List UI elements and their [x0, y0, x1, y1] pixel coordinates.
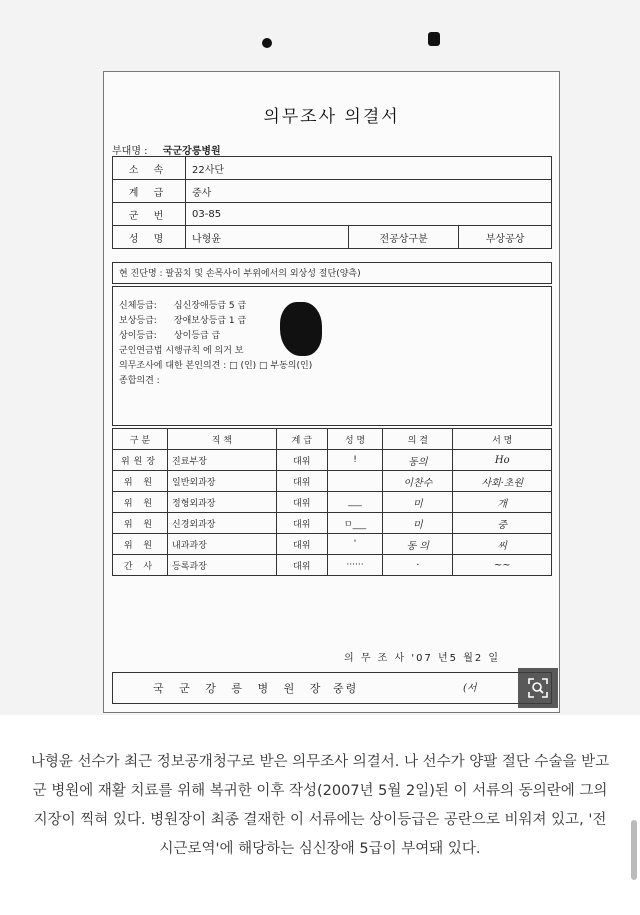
director-rank: 중령 — [333, 682, 359, 695]
member-name: ! — [327, 450, 382, 471]
member-name: ' — [327, 534, 382, 555]
member-signature: 중 — [453, 513, 552, 534]
grade-value: 심신장애등급 5 급 — [173, 301, 247, 311]
info-label: 군 번 — [113, 203, 186, 226]
grade-line — [119, 314, 545, 329]
info-row — [113, 157, 552, 180]
info-label: 계 급 — [113, 180, 186, 203]
member-rank: 대위 — [276, 534, 327, 555]
zoom-icon — [527, 677, 549, 699]
law-note: 군인연금법 시행규칙 에 의거 보 — [119, 346, 244, 356]
member-name: ······ — [327, 555, 382, 576]
date-line: 의 무 조 사 '07 년5 월2 일 — [344, 653, 501, 664]
member-role: 진료부장 — [168, 450, 277, 471]
member-vote: 동의 — [383, 450, 453, 471]
member-signature: 사회·초원 — [453, 471, 552, 492]
table-row — [113, 471, 552, 492]
member-position: 위원장 — [113, 450, 168, 471]
member-name — [327, 471, 382, 492]
unit-value: 국군강릉병원 — [162, 146, 221, 157]
document-paper — [103, 71, 560, 713]
injury-type-label: 전공상구분 — [349, 226, 459, 249]
col-header: 의 결 — [383, 429, 453, 450]
document-title: 의무조사 의결서 — [263, 107, 400, 127]
member-vote: 미 — [383, 492, 453, 513]
grade-key: 상이등급: — [119, 331, 157, 341]
member-vote: 이찬수 — [383, 471, 453, 492]
member-rank: 대위 — [276, 492, 327, 513]
member-rank: 대위 — [276, 513, 327, 534]
member-vote: 미 — [383, 513, 453, 534]
redaction-mark — [280, 302, 322, 356]
member-position: 위 원 — [113, 492, 168, 513]
member-rank: 대위 — [276, 471, 327, 492]
ink-spot — [262, 38, 272, 48]
committee-table — [112, 428, 552, 576]
col-header: 구 분 — [113, 429, 168, 450]
grades-section — [112, 286, 552, 426]
photo-caption: 나형윤 선수가 최근 정보공개청구로 받은 의무조사 의결서. 나 선수가 양팔 절단 수술을 받고 군 병원에 재활 치료를 위해 복귀한 이후 작성(2007년 5월 2일)된 이 서류의 동의란에 그의 지장이 찍혀 있다. 병원장이 최종 결재한 이 서류에는 상이등급은 공란으로 비워져 있고, '전시근로역'에 해당하는 심신장애 5급이 부여돼 있다. — [30, 754, 610, 857]
approval-footer — [112, 672, 552, 704]
member-signature: ~~ — [453, 555, 552, 576]
injury-type-value: 부상공상 — [459, 226, 552, 249]
member-role: 정형외과장 — [168, 492, 277, 513]
col-header: 계 급 — [276, 429, 327, 450]
member-name: ㅁ___ — [327, 513, 382, 534]
grade-key: 보상등급: — [119, 316, 157, 326]
info-value: 22사단 — [186, 157, 552, 180]
info-row — [113, 226, 552, 249]
table-row — [113, 555, 552, 576]
info-row — [113, 180, 552, 203]
member-role: 일반외과장 — [168, 471, 277, 492]
zoom-button[interactable] — [518, 668, 558, 708]
member-role: 신경외과장 — [168, 513, 277, 534]
ink-spot — [428, 32, 440, 46]
member-signature: 씨 — [453, 534, 552, 555]
personal-info-table — [112, 156, 552, 249]
member-rank: 대위 — [276, 555, 327, 576]
committee-header-row — [113, 429, 552, 450]
col-header: 서 명 — [453, 429, 552, 450]
scrollbar[interactable] — [631, 820, 637, 880]
info-value: 03-85 — [186, 203, 552, 226]
table-row — [113, 450, 552, 471]
member-vote: · — [383, 555, 453, 576]
member-name: ___ — [327, 492, 382, 513]
unit-row — [112, 142, 221, 157]
info-label: 소 속 — [113, 157, 186, 180]
col-header: 직 책 — [168, 429, 277, 450]
table-row — [113, 492, 552, 513]
member-position: 위 원 — [113, 513, 168, 534]
member-role: 등록과장 — [168, 555, 277, 576]
member-position: 위 원 — [113, 534, 168, 555]
member-position: 간 사 — [113, 555, 168, 576]
diagnosis: 현 진단명 : 팔꿈치 및 손목사이 부위에서의 외상성 절단(양측) — [112, 262, 552, 284]
table-row — [113, 534, 552, 555]
member-signature: 개 — [453, 492, 552, 513]
grade-key: 신체등급: — [119, 301, 157, 311]
info-value: 중사 — [186, 180, 552, 203]
member-rank: 대위 — [276, 450, 327, 471]
info-row — [113, 203, 552, 226]
unit-label: 부대명 : — [112, 146, 148, 157]
grade-value: 장애보상등급 1 급 — [173, 316, 247, 326]
member-signature: Ho — [453, 450, 552, 471]
info-label: 성 명 — [113, 226, 186, 249]
self-opinion: 의무조사에 대한 본인의견 : □ (인) □ 부동의(인) — [119, 361, 313, 371]
info-value: 나형윤 — [186, 226, 349, 249]
member-vote: 동 의 — [383, 534, 453, 555]
grade-line — [119, 299, 545, 314]
hospital-director-label: 국 군 강 릉 병 원 장 — [153, 682, 327, 695]
director-seal: (서 — [463, 683, 477, 694]
member-position: 위 원 — [113, 471, 168, 492]
col-header: 성 명 — [327, 429, 382, 450]
grade-value: 상이등급 급 — [173, 331, 221, 341]
overall-opinion: 종합의견 : — [119, 376, 160, 386]
member-role: 내과과장 — [168, 534, 277, 555]
grade-line — [119, 329, 545, 344]
table-row — [113, 513, 552, 534]
